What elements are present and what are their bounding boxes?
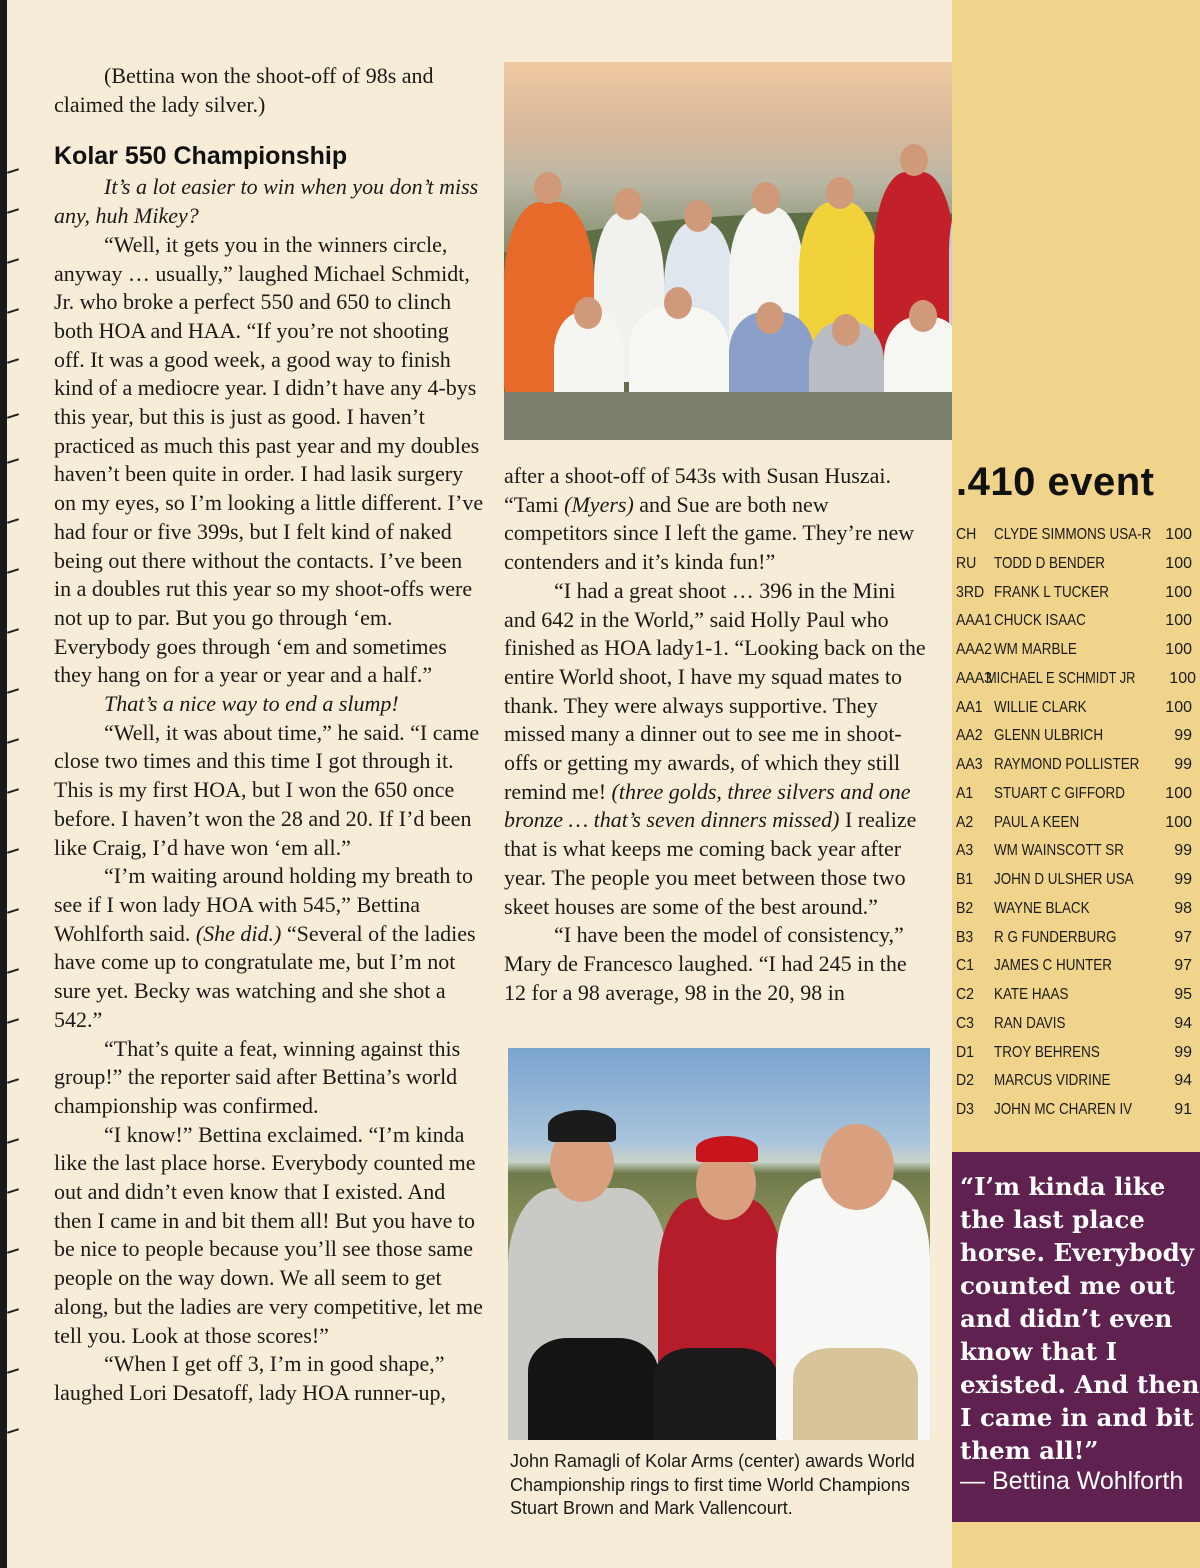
result-name: RAN DAVIS xyxy=(994,1014,1066,1032)
result-name: MICHAEL E SCHMIDT JR xyxy=(986,669,1136,687)
result-name: WILLIE CLARK xyxy=(994,698,1087,716)
result-score: 98 xyxy=(1174,899,1192,917)
result-name: JOHN D ULSHER USA xyxy=(994,871,1134,888)
paragraph: “Well, it gets you in the winners circle, anyway … usually,” laughed Michael Schmidt, Jr. who broke a perfect 550 and 650 to clinch both HOA and HAA. “If you’re not shooting off. It was a good week, a good way to finish kind of a mediocre year. I didn’t have any 4-bys this year, but this is just as good. I haven’t practiced as much this past year and my doubles haven’t been quite in order. I had lasik surgery on my eyes, so I’m looking a little different. I’ve had four or five 399s, but I felt kind of naked being out there without the contacts. I’ve been in a doubles rut this year so my shoot-offs were not up to par. But you go through ‘em. Everybody goes through ‘em and sometimes they hang on for a year or year and a half.” xyxy=(54,231,484,688)
result-class: A1 xyxy=(956,784,974,802)
result-name: STUART C GIFFORD xyxy=(994,784,1125,802)
result-row xyxy=(956,895,1196,924)
result-class: RU xyxy=(956,554,977,572)
result-class: 3RD xyxy=(956,583,985,601)
result-score: 100 xyxy=(1165,641,1192,658)
result-row xyxy=(956,1096,1196,1125)
result-score: 100 xyxy=(1165,698,1192,716)
result-row xyxy=(956,924,1196,953)
result-row xyxy=(956,722,1196,751)
result-row xyxy=(956,636,1196,665)
section-heading: Kolar 550 Championship xyxy=(54,142,348,171)
paragraph xyxy=(504,462,932,577)
result-class: C3 xyxy=(956,1014,974,1032)
event-title: .410 event xyxy=(956,460,1155,504)
result-row xyxy=(956,694,1196,723)
paragraph-aside: (Myers) xyxy=(564,491,634,517)
article-column-2 xyxy=(504,462,932,1007)
result-score: 100 xyxy=(1165,784,1192,802)
result-row xyxy=(956,981,1196,1010)
result-score: 94 xyxy=(1174,1072,1192,1090)
result-class: AAA1 xyxy=(956,612,993,630)
paragraph xyxy=(504,577,932,921)
paragraph: “That’s quite a feat, winning against this group!” the reporter said after Bettina’s world championship was confirmed. xyxy=(54,1035,461,1118)
result-class: A2 xyxy=(956,813,974,831)
result-name: KATE HAAS xyxy=(994,986,1069,1003)
paragraph: “I have been the model of consistency,” Mary de Francesco laughed. “I had 245 in the 12 for a 98 average, 98 in the 20, 98 in xyxy=(504,922,907,1005)
interviewer-question: It’s a lot easier to win when you don’t miss any, huh Mikey? xyxy=(54,174,479,229)
result-class: B2 xyxy=(956,899,974,917)
result-row xyxy=(956,550,1196,579)
result-row xyxy=(956,1039,1196,1068)
paragraph-text: “Several of the ladies have come up to congratulate me, but I’m not sure yet. Becky was watching and she shot a 542.” xyxy=(54,920,476,1032)
pull-quote-text: “I’m kinda like the last place horse. Everybody counted me out and didn’t even know that I existed. And then I came in and bit them all!” xyxy=(960,1172,1200,1465)
result-class: B1 xyxy=(956,871,974,888)
pull-quote-attribution: — Bettina Wohlforth xyxy=(960,1467,1184,1495)
result-score: 97 xyxy=(1174,957,1192,975)
result-row xyxy=(956,579,1196,608)
result-score: 95 xyxy=(1174,986,1192,1003)
paragraph-text: and Sue are both new competitors since I left the game. They’re new contenders and it’s kinda fun!” xyxy=(504,491,915,575)
paragraph-text: “I’m waiting around holding my breath to see if I won lady HOA with 545,” Bettina Wohlforth said. xyxy=(54,863,474,946)
result-name: PAUL A KEEN xyxy=(994,813,1080,831)
margin-marks xyxy=(4,150,26,1450)
result-score: 100 xyxy=(1169,669,1196,687)
result-row xyxy=(956,780,1196,809)
result-class: AA2 xyxy=(956,727,983,745)
result-name: MARCUS VIDRINE xyxy=(994,1072,1111,1090)
interviewer-remark: That’s a nice way to end a slump! xyxy=(104,691,399,717)
opening-paragraph: (Bettina won the shoot-off of 98s and claimed the lady silver.) xyxy=(54,63,434,117)
photo-caption: John Ramagli of Kolar Arms (center) awards World Championship rings to first time World Champions Stuart Brown and Mark Vallencourt. xyxy=(510,1451,915,1518)
result-score: 100 xyxy=(1165,526,1192,543)
result-score: 99 xyxy=(1174,1043,1192,1061)
paragraph-aside: (three golds, three silvers and one bronze … that’s seven dinners missed) xyxy=(504,778,911,833)
result-name: GLENN ULBRICH xyxy=(994,727,1104,745)
paragraph xyxy=(54,862,484,1034)
result-name: WM MARBLE xyxy=(994,641,1077,658)
result-row xyxy=(956,607,1196,636)
paragraph-aside: (She did.) xyxy=(195,920,282,946)
result-row xyxy=(956,952,1196,981)
result-row xyxy=(956,665,1196,694)
result-score: 97 xyxy=(1174,928,1192,946)
result-class: C1 xyxy=(956,957,974,975)
paragraph: “I know!” Bettina exclaimed. “I’m kinda like the last place horse. Everybody counted me out and didn’t even know that I existed. And then I came in and bit them all! But you have to be nice to people because you’ll see those same people on the way down. We all seem to get along, but the ladies are very competitive, let me tell you. Look at those scores!” xyxy=(54,1121,483,1348)
result-name: FRANK L TUCKER xyxy=(994,583,1110,601)
result-class: D3 xyxy=(956,1101,974,1118)
result-name: WAYNE BLACK xyxy=(994,899,1090,917)
result-name: R G FUNDERBURG xyxy=(994,928,1117,946)
result-row xyxy=(956,837,1196,866)
result-class: C2 xyxy=(956,986,974,1003)
result-name: TROY BEHRENS xyxy=(994,1043,1100,1061)
result-score: 100 xyxy=(1165,813,1192,831)
result-class: AA3 xyxy=(956,756,983,773)
result-class: D2 xyxy=(956,1072,974,1090)
award-photo xyxy=(508,1048,930,1440)
sidebar-panel-bottom xyxy=(952,1522,1200,1568)
paragraph-text: “I had a great shoot … 396 in the Mini and 642 in the World,” said Holly Paul who finished as HOA lady1-1. “Looking back on the entire World shoot, I have my squad mates to thank. They were always supportive. They missed many a dinner out to see me in shoot-offs or getting my awards, of which they still remind me! xyxy=(504,577,926,804)
result-row xyxy=(956,521,1196,550)
result-score: 100 xyxy=(1165,554,1192,572)
result-score: 99 xyxy=(1174,842,1192,860)
result-class: AAA2 xyxy=(956,641,993,658)
paragraph: “When I get off 3, I’m in good shape,” laughed Lori Desatoff, lady HOA runner-up, xyxy=(54,1351,446,1405)
result-score: 100 xyxy=(1165,583,1192,601)
paragraph-text: I realize that is what keeps me coming back year after year. The people you meet between those two skeet houses are some of the best around.” xyxy=(504,807,917,919)
result-class: D1 xyxy=(956,1043,974,1061)
result-class: CH xyxy=(956,526,977,543)
result-name: RAYMOND POLLISTER xyxy=(994,756,1140,773)
result-row xyxy=(956,809,1196,838)
result-class: AAA3 xyxy=(956,669,993,687)
result-name: CHUCK ISAAC xyxy=(994,612,1086,630)
result-class: A3 xyxy=(956,842,974,860)
result-score: 99 xyxy=(1174,871,1192,888)
result-row xyxy=(956,866,1196,895)
result-name: CLYDE SIMMONS USA-R xyxy=(994,526,1152,543)
result-name: WM WAINSCOTT SR xyxy=(994,842,1124,860)
result-class: B3 xyxy=(956,928,974,946)
paragraph: “Well, it was about time,” he said. “I came close two times and this time I got through it. This is my first HOA, but I won the 650 once before. I haven’t won the 28 and 20. If I’d been like Craig, I’d have won ‘em all.” xyxy=(54,719,480,860)
article-column-1 xyxy=(54,62,484,1408)
result-name: JAMES C HUNTER xyxy=(994,957,1112,975)
result-class: AA1 xyxy=(956,698,983,716)
result-score: 94 xyxy=(1174,1014,1192,1032)
result-score: 99 xyxy=(1174,756,1192,773)
pull-quote xyxy=(952,1152,1200,1522)
result-row xyxy=(956,1010,1196,1039)
paragraph-text: after a shoot-off of 543s with Susan Huszai. “Tami xyxy=(504,463,891,517)
result-name: TODD D BENDER xyxy=(994,554,1106,572)
result-score: 91 xyxy=(1174,1101,1192,1118)
result-name: JOHN MC CHAREN IV xyxy=(994,1101,1133,1118)
result-row xyxy=(956,751,1196,780)
result-score: 99 xyxy=(1174,727,1192,745)
result-score: 100 xyxy=(1165,612,1192,630)
results-table xyxy=(956,521,1196,1125)
result-row xyxy=(956,1067,1196,1096)
